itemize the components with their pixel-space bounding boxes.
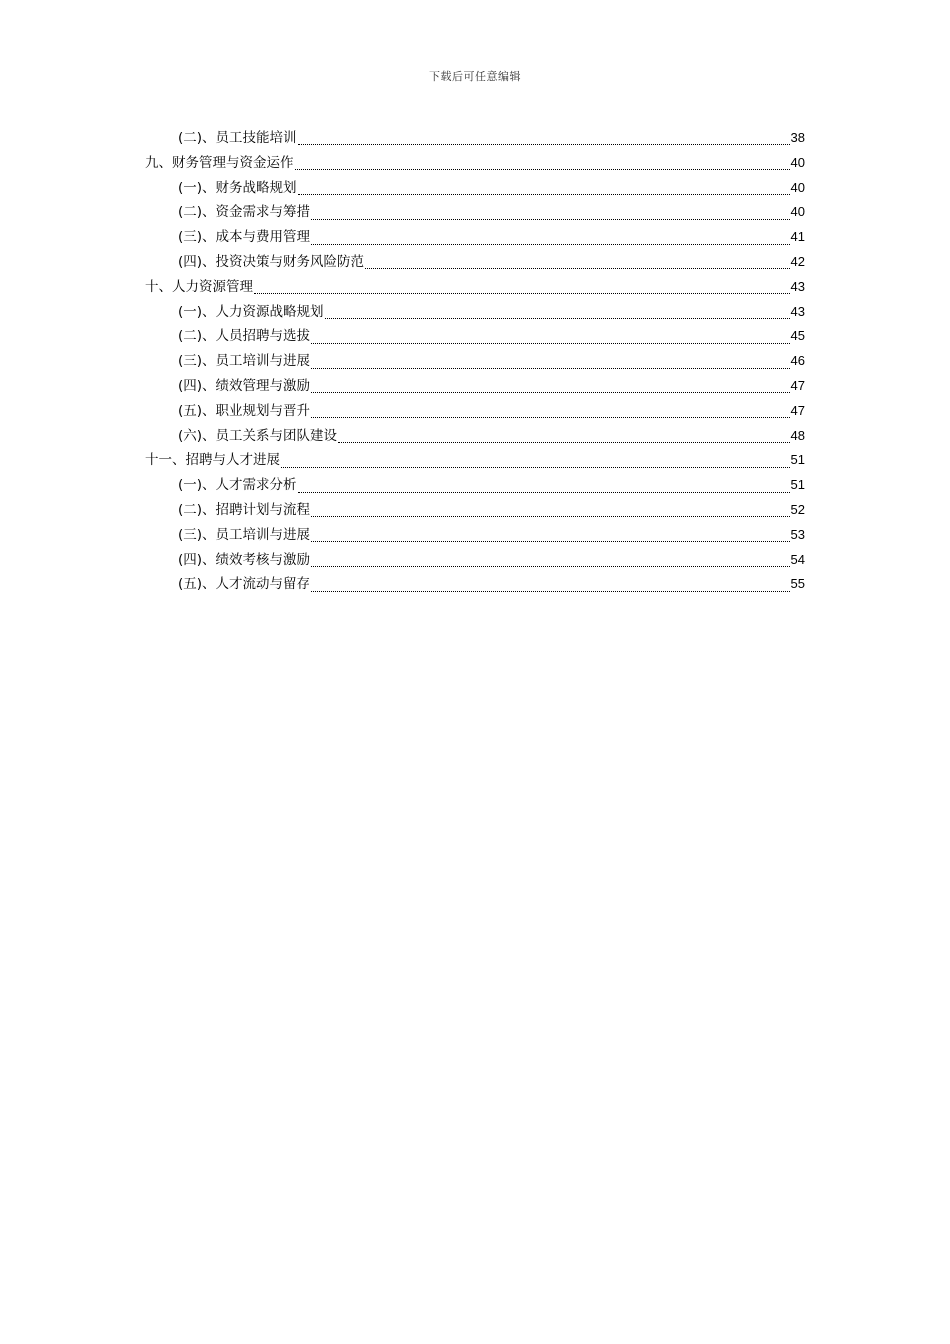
toc-entry-page-number: 42: [790, 253, 805, 269]
toc-entry-title: (二)、人员招聘与选拔: [178, 328, 311, 345]
toc-dot-leader: [338, 441, 789, 443]
toc-entry-page-number: 52: [790, 501, 805, 517]
toc-entry[interactable]: [145, 572, 805, 597]
toc-entry[interactable]: [145, 349, 805, 374]
toc-entry-page-number: 51: [790, 477, 805, 493]
page-header: 下载后可任意编辑: [429, 70, 521, 83]
toc-entry-page-number: 40: [790, 154, 805, 170]
toc-entry[interactable]: [145, 498, 805, 523]
toc-entry-title: (三)、员工培训与进展: [178, 353, 311, 370]
toc-entry-page-number: 43: [790, 303, 805, 319]
toc-dot-leader: [311, 391, 789, 393]
toc-entry-title: (一)、人才需求分析: [178, 477, 297, 494]
toc-dot-leader: [311, 218, 789, 220]
toc-entry-page-number: 47: [790, 402, 805, 418]
toc-entry[interactable]: [145, 523, 805, 548]
toc-entry[interactable]: [145, 151, 805, 176]
toc-dot-leader: [311, 590, 789, 592]
toc-entry[interactable]: [145, 275, 805, 300]
toc-dot-leader: [311, 342, 789, 344]
toc-entry-title: (四)、绩效管理与激励: [178, 377, 311, 394]
toc-entry-title: (二)、员工技能培训: [178, 130, 297, 146]
toc-entry-page-number: 40: [790, 179, 805, 195]
toc-entry-page-number: 40: [790, 204, 805, 220]
toc-entry-title: 十、人力资源管理: [145, 278, 253, 295]
toc-entry-page-number: 55: [790, 576, 805, 592]
toc-entry[interactable]: [145, 424, 805, 449]
toc-entry-page-number: 51: [790, 452, 805, 468]
toc-entry[interactable]: [145, 200, 805, 225]
toc-entry-title: (三)、成本与费用管理: [178, 229, 311, 246]
toc-entry-title: (六)、员工关系与团队建设: [178, 427, 338, 444]
toc-entry-title: (四)、绩效考核与激励: [178, 551, 311, 568]
toc-dot-leader: [281, 466, 790, 468]
toc-dot-leader: [298, 491, 790, 493]
toc-entry-title: (四)、投资决策与财务风险防范: [178, 253, 365, 270]
toc-dot-leader: [298, 143, 790, 145]
toc-entry-title: (一)、财务战略规划: [178, 179, 297, 196]
toc-entry-title: (二)、招聘计划与流程: [178, 501, 311, 518]
toc-entry[interactable]: [145, 399, 805, 424]
toc-dot-leader: [298, 193, 790, 195]
toc-dot-leader: [311, 243, 789, 245]
toc-entry-title: (三)、员工培训与进展: [178, 526, 311, 543]
table-of-contents: [145, 126, 805, 597]
toc-dot-leader: [311, 515, 789, 517]
toc-entry-title: 九、财务管理与资金运作: [145, 154, 294, 171]
toc-entry[interactable]: [145, 176, 805, 201]
toc-entry[interactable]: [145, 126, 805, 151]
toc-dot-leader: [311, 416, 789, 418]
toc-entry[interactable]: [145, 225, 805, 250]
toc-dot-leader: [311, 540, 789, 542]
toc-entry-title: (一)、人力资源战略规划: [178, 303, 324, 320]
toc-dot-leader: [325, 317, 790, 319]
toc-entry-title: (五)、人才流动与留存: [178, 576, 311, 593]
toc-entry-page-number: 47: [790, 377, 805, 393]
toc-dot-leader: [311, 565, 789, 567]
toc-entry-title: 十一、招聘与人才进展: [145, 452, 280, 469]
toc-entry-page-number: 38: [790, 130, 805, 145]
toc-entry-page-number: 48: [790, 427, 805, 443]
toc-entry-page-number: 46: [790, 353, 805, 369]
toc-entry-page-number: 43: [790, 278, 805, 294]
toc-entry-page-number: 53: [790, 526, 805, 542]
toc-entry-page-number: 45: [790, 328, 805, 344]
toc-entry-title: (二)、资金需求与筹措: [178, 204, 311, 221]
toc-dot-leader: [311, 367, 789, 369]
toc-entry-title: (五)、职业规划与晋升: [178, 402, 311, 419]
toc-entry[interactable]: [145, 300, 805, 325]
toc-entry[interactable]: [145, 448, 805, 473]
toc-entry-page-number: 54: [790, 551, 805, 567]
toc-entry[interactable]: [145, 324, 805, 349]
toc-dot-leader: [254, 292, 790, 294]
toc-entry[interactable]: [145, 374, 805, 399]
toc-entry[interactable]: [145, 548, 805, 573]
toc-entry[interactable]: [145, 250, 805, 275]
toc-dot-leader: [365, 267, 789, 269]
toc-dot-leader: [295, 168, 790, 170]
toc-entry[interactable]: [145, 473, 805, 498]
toc-entry-page-number: 41: [790, 229, 805, 245]
